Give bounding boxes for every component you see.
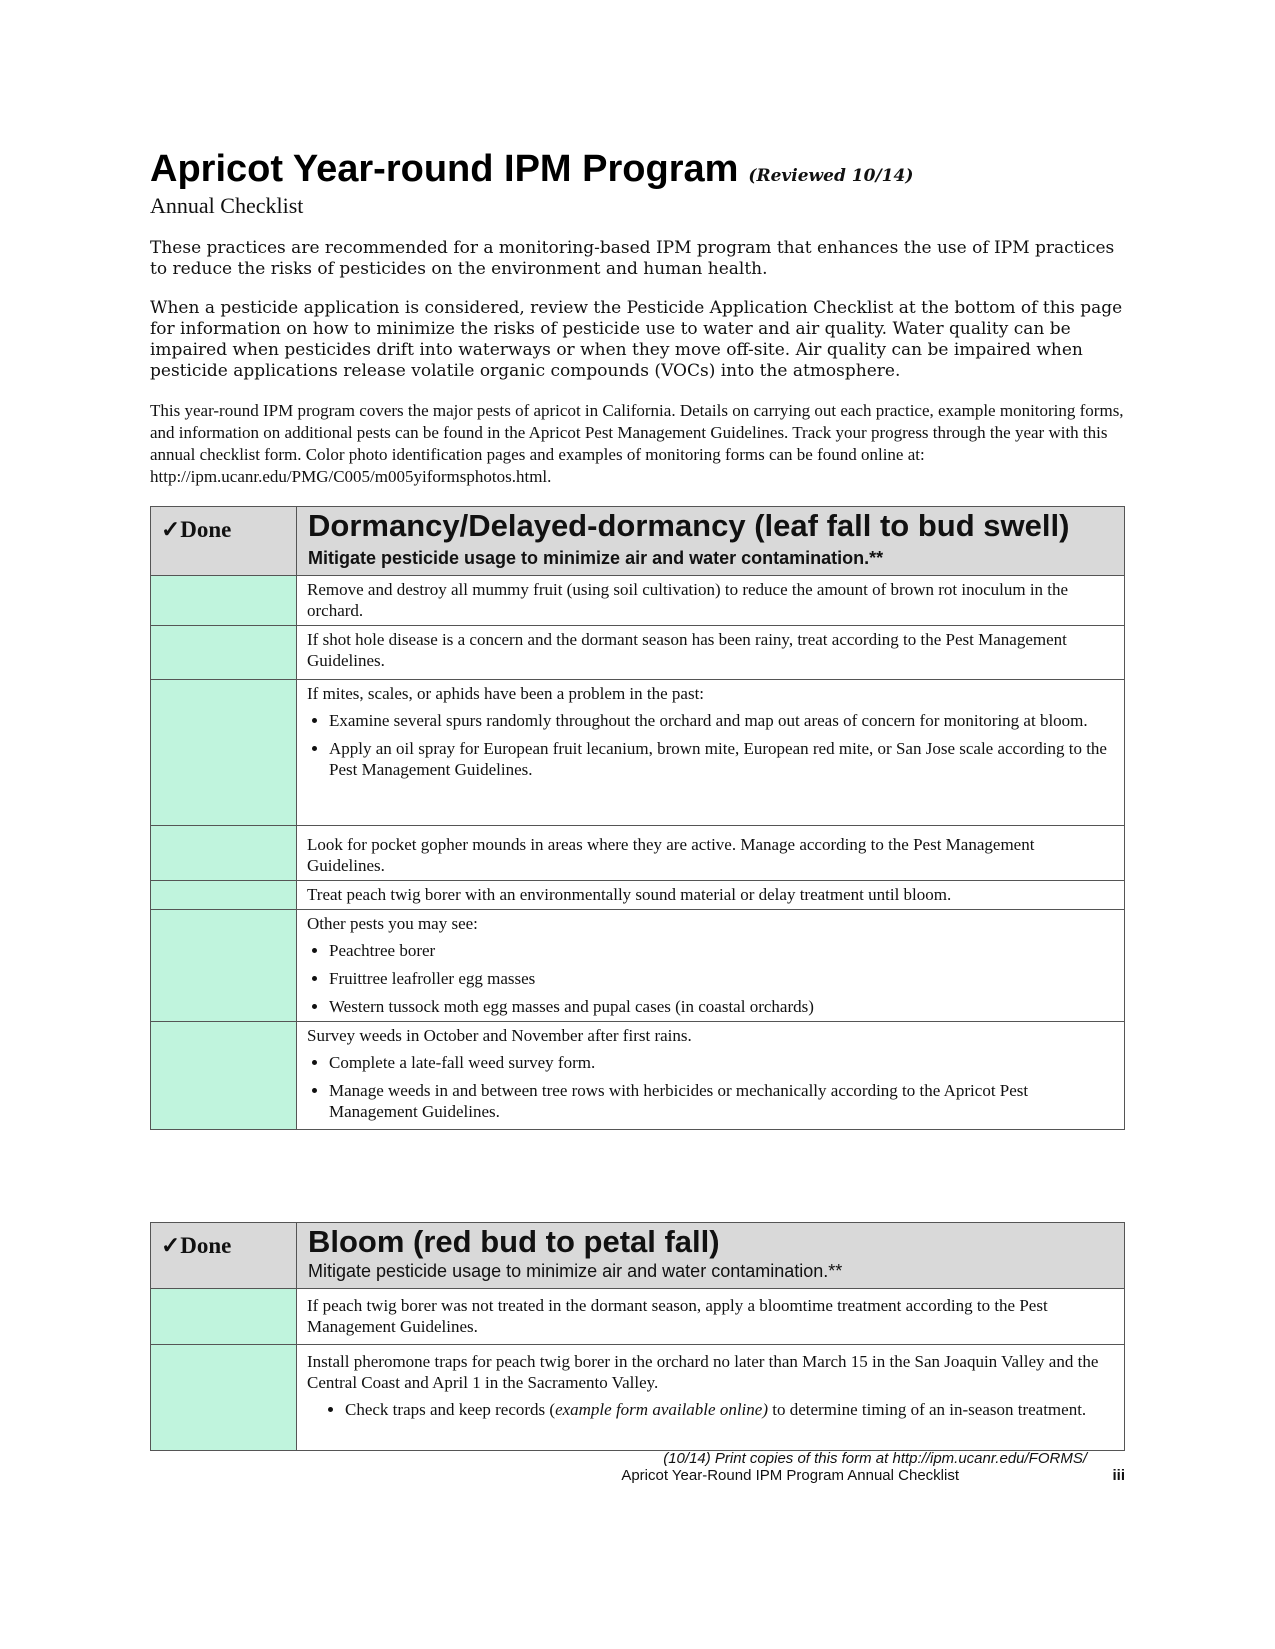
page-number: iii (1112, 1467, 1125, 1484)
list-item: • Peachtree borer (329, 940, 1114, 961)
table-row (151, 910, 1125, 1022)
done-column-header: ✓Done (151, 1223, 297, 1289)
page-subtitle: Annual Checklist (150, 193, 304, 218)
done-checkbox[interactable] (151, 1345, 297, 1451)
list-item: • Fruittree leafroller egg masses (329, 968, 1114, 989)
bloom-section-subtitle: Mitigate pesticide usage to minimize air and water contamination.** (308, 1261, 843, 1281)
bullet-list (307, 1052, 1114, 1122)
intro-paragraph-3: This year-round IPM program covers the major pests of apricot in California. Details on carrying out each practice, example monitoring forms, and information on additional pests can be found in the Apricot Pest Management Guidelines. Track your progress through the year with this annual checklist form. Color photo identification pages and examples of monitoring forms can be found online at: http://ipm.ucanr.edu/PMG/C005/m005yiformsphotos.html. (150, 401, 1124, 486)
dormancy-checklist-table (150, 506, 1125, 1130)
done-checkbox[interactable] (151, 1022, 297, 1130)
list-item: • Check traps and keep records (example form available online) to determine timing of an in-season treatment. (345, 1399, 1114, 1420)
dormancy-header-row (151, 507, 1125, 576)
page-footer (150, 1450, 1125, 1486)
done-checkbox[interactable] (151, 626, 297, 680)
done-column-header: ✓Done (151, 507, 297, 576)
list-item: • Apply an oil spray for European fruit lecanium, brown mite, European red mite, or San Jose scale according to the Pest Management Guidelines. (329, 738, 1114, 780)
footer-title: Apricot Year-Round IPM Program Annual Checklist (621, 1467, 959, 1484)
checklist-item: Look for pocket gopher mounds in areas where they are active. Manage according to the Pest Management Guidelines. (297, 826, 1125, 881)
checklist-item: If peach twig borer was not treated in the dormant season, apply a bloomtime treatment according to the Pest Management Guidelines. (297, 1289, 1125, 1345)
checklist-item: Treat peach twig borer with an environmentally sound material or delay treatment until bloom. (297, 881, 1125, 910)
list-item: • Manage weeds in and between tree rows with herbicides or mechanically according to the Apricot Pest Management Guidelines. (329, 1080, 1114, 1122)
done-checkbox[interactable] (151, 826, 297, 881)
table-row (151, 680, 1125, 826)
bullet-list (307, 710, 1114, 780)
table-row (151, 1345, 1125, 1451)
done-checkbox[interactable] (151, 910, 297, 1022)
dormancy-section-title: Dormancy/Delayed-dormancy (leaf fall to bud swell) (308, 508, 1070, 543)
bloom-section-title: Bloom (red bud to petal fall) (308, 1224, 720, 1259)
list-item: • Complete a late-fall weed survey form. (329, 1052, 1114, 1073)
done-checkbox[interactable] (151, 680, 297, 826)
bullet-list (307, 1399, 1114, 1420)
intro-paragraph-2: When a pesticide application is considered, review the Pesticide Application Checklist at the bottom of this page for information on how to minimize the risks of pesticide use to water and air quality. Water quality can be impaired when pesticides drift into waterways or when they move off-site. Air quality can be impaired when pesticide applications release volatile organic compounds (VOCs) into the atmosphere. (150, 298, 1123, 381)
bullet-list (307, 940, 1114, 1017)
reviewed-date: (Reviewed 10/14) (748, 166, 914, 186)
title-row (150, 148, 913, 191)
bloom-section-header (297, 1223, 1125, 1289)
checklist-item: Survey weeds in October and November after first rains. • Complete a late-fall weed survey form. • Manage weeds in and between tree rows with herbicides or mechanically according to the Apricot Pest Management Guidelines. (297, 1022, 1125, 1130)
dormancy-section-header (297, 507, 1125, 576)
checklist-item: If shot hole disease is a concern and the dormant season has been rainy, treat according to the Pest Management Guidelines. (297, 626, 1125, 680)
checklist-item: Other pests you may see: • Peachtree borer • Fruittree leafroller egg masses • Western tussock moth egg masses and pupal cases (in coastal orchards) (297, 910, 1125, 1022)
bloom-header-row (151, 1223, 1125, 1289)
checklist-item: Remove and destroy all mummy fruit (using soil cultivation) to reduce the amount of brown rot inoculum in the orchard. (297, 576, 1125, 626)
list-item: • Western tussock moth egg masses and pupal cases (in coastal orchards) (329, 996, 1114, 1017)
done-checkbox[interactable] (151, 881, 297, 910)
done-checkbox[interactable] (151, 1289, 297, 1345)
table-row (151, 826, 1125, 881)
table-row (151, 626, 1125, 680)
page-title: Apricot Year-round IPM Program (150, 148, 739, 190)
table-row (151, 1022, 1125, 1130)
intro-paragraph-1: These practices are recommended for a monitoring-based IPM program that enhances the use of IPM practices to reduce the risks of pesticides on the environment and human health. (150, 238, 1115, 279)
done-checkbox[interactable] (151, 576, 297, 626)
footer-print-note: (10/14) Print copies of this form at http://ipm.ucanr.edu/FORMS/ (663, 1450, 1087, 1467)
bloom-checklist-table (150, 1222, 1125, 1451)
dormancy-section-subtitle: Mitigate pesticide usage to minimize air and water contamination.** (308, 548, 884, 568)
table-row (151, 576, 1125, 626)
list-item: • Examine several spurs randomly throughout the orchard and map out areas of concern for monitoring at bloom. (329, 710, 1114, 731)
table-row (151, 881, 1125, 910)
checklist-item: Install pheromone traps for peach twig borer in the orchard no later than March 15 in the San Joaquin Valley and the Central Coast and April 1 in the Sacramento Valley. • Check traps and keep records (example form available online) to determine timing of an in-season treatment. (297, 1345, 1125, 1451)
checklist-item: If mites, scales, or aphids have been a problem in the past: • Examine several spurs randomly throughout the orchard and map out areas of concern for monitoring at bloom. • Apply an oil spray for European fruit lecanium, brown mite, European red mite, or San Jose scale according to the Pest Management Guidelines. (297, 680, 1125, 826)
table-row (151, 1289, 1125, 1345)
